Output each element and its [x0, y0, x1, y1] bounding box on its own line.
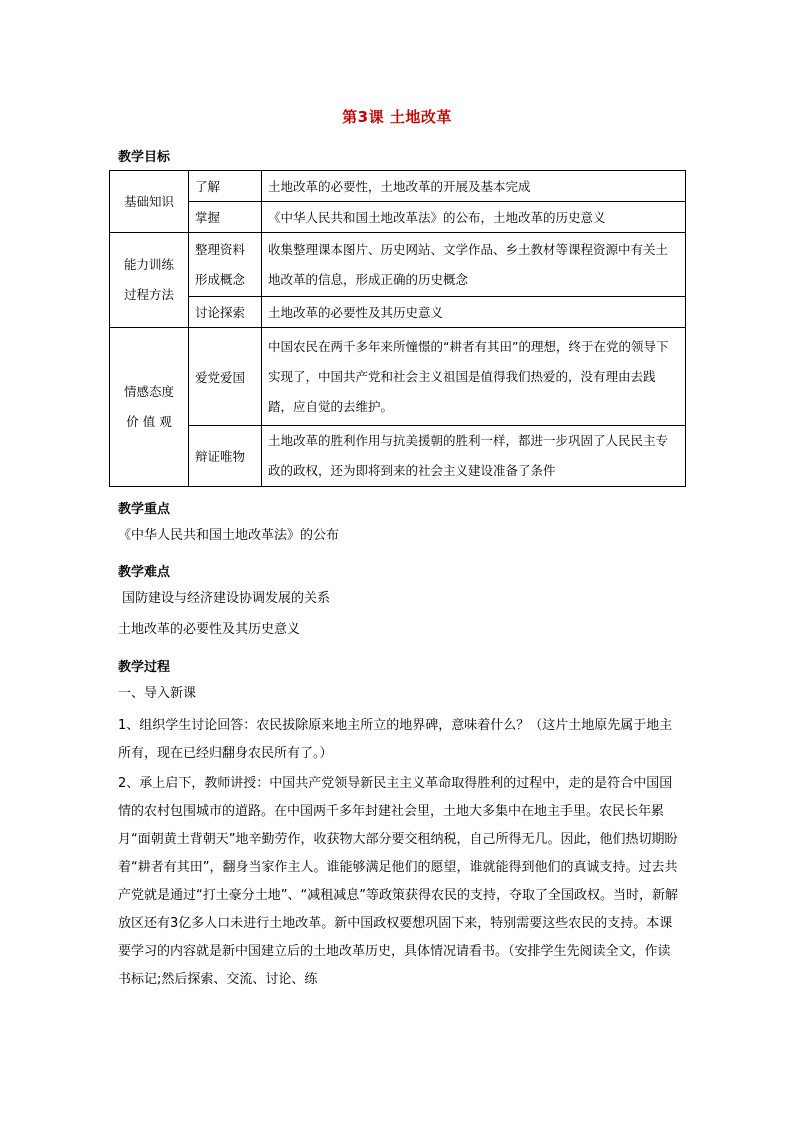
table-row [110, 233, 686, 297]
table-row [110, 202, 686, 233]
category-line: 过程方法 [123, 287, 174, 302]
category-line: 情感态度 [123, 384, 174, 399]
content-cell: 《中华人民共和国土地改革法》的公布，土地改革的历史意义 [262, 202, 686, 233]
subcategory-cell: 辩证唯物 [189, 426, 262, 487]
difficulty-line: 国防建设与经济建设协调发展的关系 [122, 591, 331, 606]
paragraph: 2、承上启下，教师讲授：中国共产党领导新民主主义革命取得胜利的过程中，走的是符合中国国情的农村包围城市的道路。在中国两千多年封建社会里，土地大多集中在地主手里。农民长年累月“面朝黄土背朝天”地辛勤劳作，收获物大部分要交租纳税，自己所得无几。因此，他们热切期盼着“耕者有其田”，翻身当家作主人。谁能够满足他们的愿望，谁就能得到他们的真诚支持。过去共产党就是通过“打土豪分土地”、“减租减息”等政策获得农民的支持，夺取了全国政权。当时，新解放区还有3亿多人口未进行土地改革。新中国政权要想巩固下来，特别需要这些农民的支持。本课要学习的内容就是新中国建立后的土地改革历史，具体情况请看书。（安排学生先阅读全文，作读书标记;然后探索、交流、讨论、练 [118, 776, 678, 987]
section-title: 一、导入新课 [118, 686, 197, 701]
subcategory-cell: 掌握 [189, 202, 262, 233]
category-cell [110, 233, 189, 328]
content-cell: 收集整理课本图片、历史网站、文学作品、乡土教材等课程资源中有关土地改革的信息，形成正确的历史概念 [262, 233, 686, 297]
paragraph: 1、组织学生讨论回答：农民拔除原来地主所立的地界碑，意味着什么？（这片土地原先属于地主所有，现在已经归翻身农民所有了。） [118, 718, 673, 761]
category-line: 价 值 观 [126, 414, 172, 429]
subcategory-cell [189, 233, 262, 297]
table-row [110, 297, 686, 328]
subcategory-cell: 爱党爱国 [189, 328, 262, 426]
category-cell: 基础知识 [110, 171, 189, 233]
focus-heading: 教学重点 [118, 502, 171, 517]
category-cell [110, 328, 189, 487]
goals-heading: 教学目标 [118, 150, 171, 165]
teaching-goals-table [109, 170, 686, 487]
subcategory-line: 整理资料 [195, 241, 246, 257]
content-cell: 中国农民在两千多年来所憧憬的“耕者有其田”的理想，终于在党的领导下实现了，中国共产党和社会主义祖国是值得我们热爱的，没有理由去践踏，应自觉的去维护。 [262, 328, 686, 426]
difficulty-line: 土地改革的必要性及其历史意义 [118, 622, 301, 637]
focus-text: 《中华人民共和国土地改革法》的公布 [118, 528, 340, 543]
lesson-title: 第3课 土地改革 [342, 108, 452, 126]
table-row [110, 426, 686, 487]
subcategory-cell: 了解 [189, 171, 262, 202]
content-cell: 土地改革的必要性及其历史意义 [262, 297, 686, 328]
content-cell: 土地改革的胜利作用与抗美援朝的胜利一样，都进一步巩固了人民民主专政的政权，还为即将到来的社会主义建设准备了条件 [262, 426, 686, 487]
table-row [110, 171, 686, 202]
content-cell: 土地改革的必要性，土地改革的开展及基本完成 [262, 171, 686, 202]
subcategory-cell: 讨论探索 [189, 297, 262, 328]
category-line: 能力训练 [123, 257, 174, 272]
subcategory-line: 形成概念 [195, 271, 246, 287]
difficulty-heading: 教学难点 [118, 565, 171, 580]
process-heading: 教学过程 [118, 660, 171, 675]
table-row [110, 328, 686, 426]
